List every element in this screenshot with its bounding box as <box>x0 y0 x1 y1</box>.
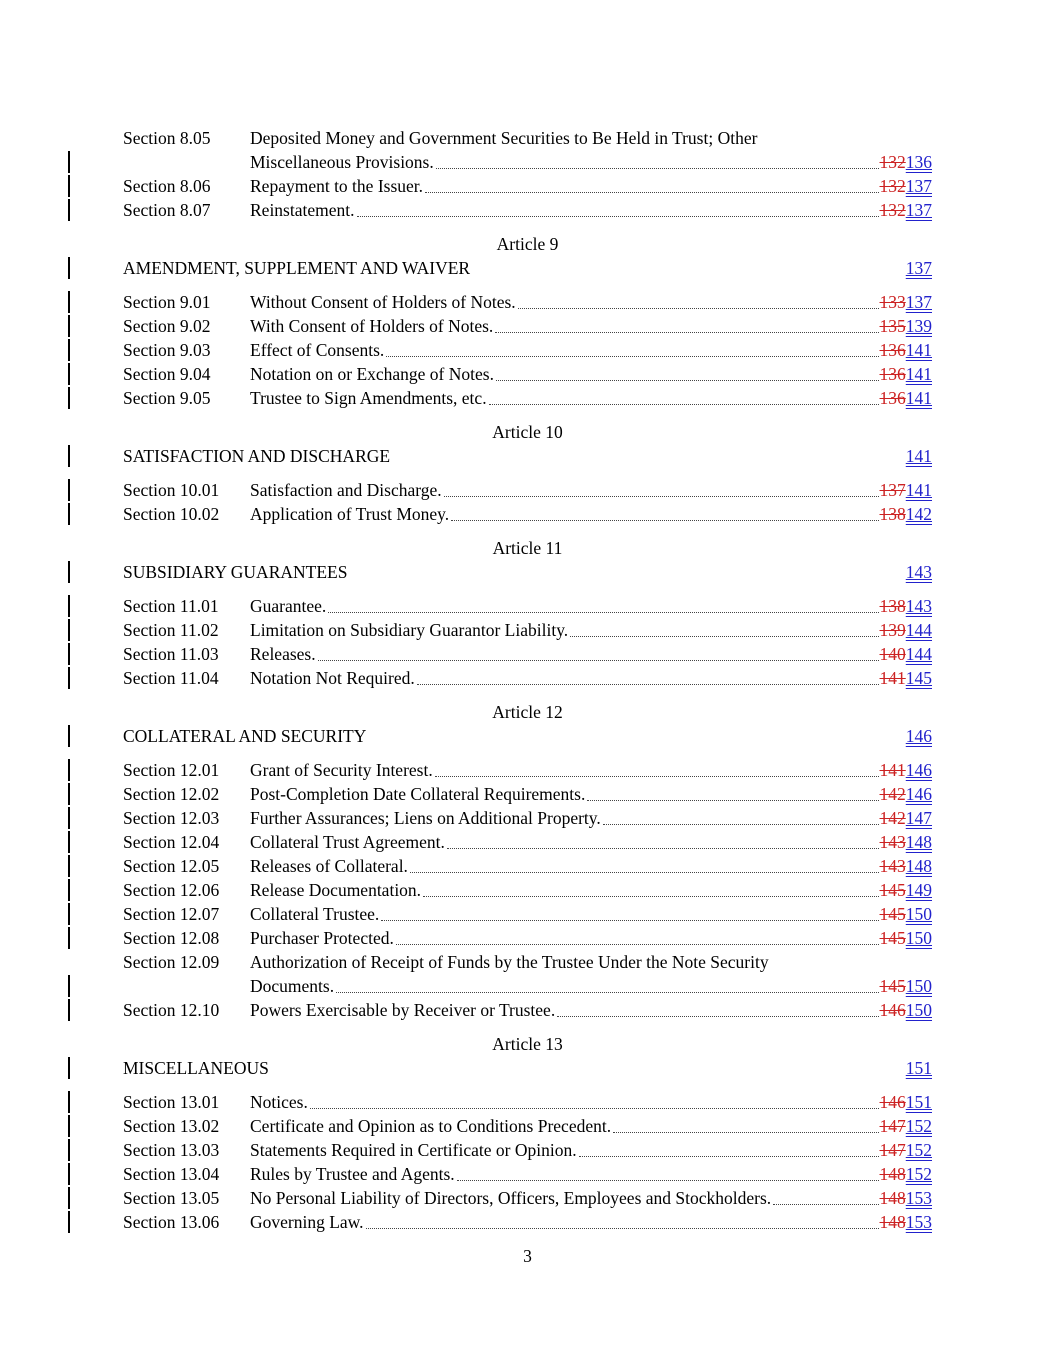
article-heading: SATISFACTION AND DISCHARGE <box>123 446 391 466</box>
section-number-label: Section 9.05 <box>123 388 211 408</box>
toc-entry-line <box>123 1114 932 1138</box>
section-title: Authorization of Receipt of Funds by the Trustee Under the Note Security <box>250 952 769 972</box>
new-page-number: 139 <box>905 316 932 336</box>
dot-leader <box>579 1138 879 1157</box>
toc-entry-line <box>123 1162 932 1186</box>
section-number-label: Section 9.02 <box>123 316 211 336</box>
dot-leader <box>417 666 879 685</box>
old-page-number: 132 <box>879 200 906 220</box>
section-number-label: Section 8.06 <box>123 176 211 196</box>
dot-leader <box>381 902 878 921</box>
article-heading-row <box>123 560 932 584</box>
dot-leader <box>310 1090 879 1109</box>
section-title: Grant of Security Interest. <box>250 760 433 780</box>
toc-entry-line <box>123 926 932 950</box>
heading-spacer <box>269 1056 906 1080</box>
section-title: Without Consent of Holders of Notes. <box>250 292 516 312</box>
new-page-number: 149 <box>905 880 932 900</box>
dot-leader <box>570 618 878 637</box>
section-number-label: Section 12.04 <box>123 832 220 852</box>
article-page-number: 151 <box>905 1058 932 1078</box>
toc-entry-line <box>123 314 932 338</box>
old-page-number: 141 <box>879 760 906 780</box>
article-label: Article 11 <box>492 538 563 558</box>
old-page-number: 142 <box>879 808 906 828</box>
toc-entry-line <box>123 1210 932 1234</box>
new-page-number: 152 <box>905 1164 932 1184</box>
new-page-number: 141 <box>905 388 932 408</box>
section-number-label: Section 13.01 <box>123 1092 220 1112</box>
dot-leader <box>410 854 879 873</box>
section-title: Releases. <box>250 644 316 664</box>
dot-leader <box>386 338 878 357</box>
old-page-number: 136 <box>879 388 906 408</box>
section-number-label: Section 13.04 <box>123 1164 220 1184</box>
article-page-number: 141 <box>905 446 932 466</box>
toc-entry-line <box>123 806 932 830</box>
section-title: Powers Exercisable by Receiver or Trustee. <box>250 1000 556 1020</box>
old-page-number: 140 <box>879 644 906 664</box>
section-title: Collateral Trustee. <box>250 904 380 924</box>
article-heading: SUBSIDIARY GUARANTEES <box>123 562 348 582</box>
new-page-number: 141 <box>905 480 932 500</box>
section-title: Notation Not Required. <box>250 668 415 688</box>
dot-leader <box>396 926 879 945</box>
new-page-number: 150 <box>905 928 932 948</box>
toc-entry-line <box>123 902 932 926</box>
section-title: Certificate and Opinion as to Conditions Precedent. <box>250 1116 612 1136</box>
section-number-label: Section 12.08 <box>123 928 220 948</box>
section-title: Post-Completion Date Collateral Requirements. <box>250 784 586 804</box>
section-number-label: Section 12.06 <box>123 880 220 900</box>
old-page-number: 138 <box>879 596 906 616</box>
section-title: Notices. <box>250 1092 308 1112</box>
new-page-number: 151 <box>905 1092 932 1112</box>
new-page-number: 150 <box>905 976 932 996</box>
section-title: Limitation on Subsidiary Guarantor Liability. <box>250 620 569 640</box>
section-number-label: Section 9.04 <box>123 364 211 384</box>
section-number-label: Section 12.10 <box>123 1000 220 1020</box>
old-page-number: 138 <box>879 504 906 524</box>
old-page-number: 143 <box>879 832 906 852</box>
dot-leader <box>518 290 879 309</box>
old-page-number: 146 <box>879 1092 906 1112</box>
article-label: Article 10 <box>492 422 563 442</box>
dot-leader <box>336 974 878 993</box>
new-page-number: 150 <box>905 1000 932 1020</box>
toc-entry-line <box>123 758 932 782</box>
article-heading-row <box>123 724 932 748</box>
dot-leader <box>451 502 878 521</box>
section-title: Purchaser Protected. <box>250 928 394 948</box>
toc-entry-line <box>123 1090 932 1114</box>
dot-leader <box>496 362 879 381</box>
section-title: Collateral Trust Agreement. <box>250 832 445 852</box>
section-number-label: Section 9.03 <box>123 340 211 360</box>
heading-spacer <box>470 256 906 280</box>
new-page-number: 144 <box>905 644 932 664</box>
section-title: Trustee to Sign Amendments, etc. <box>250 388 487 408</box>
toc-entry-line <box>123 782 932 806</box>
dot-leader <box>425 174 878 193</box>
section-number-label: Section 13.02 <box>123 1116 220 1136</box>
dot-leader <box>557 998 878 1017</box>
section-title: Guarantee. <box>250 596 327 616</box>
section-title: Documents. <box>250 976 335 996</box>
old-page-number: 137 <box>879 480 906 500</box>
new-page-number: 146 <box>905 784 932 804</box>
old-page-number: 147 <box>879 1116 906 1136</box>
section-number-label: Section 12.02 <box>123 784 220 804</box>
old-page-number: 148 <box>879 1164 906 1184</box>
old-page-number: 145 <box>879 976 906 996</box>
old-page-number: 148 <box>879 1212 906 1232</box>
section-title: Releases of Collateral. <box>250 856 408 876</box>
old-page-number: 132 <box>879 176 906 196</box>
article-heading-row <box>123 1056 932 1080</box>
section-number-label: Section 8.07 <box>123 200 211 220</box>
old-page-number: 135 <box>879 316 906 336</box>
new-page-number: 137 <box>905 176 932 196</box>
heading-spacer <box>390 444 906 468</box>
dot-leader <box>587 782 878 801</box>
toc-entry-line <box>123 618 932 642</box>
section-number-label: Section 12.03 <box>123 808 220 828</box>
toc-entry-line <box>123 1186 932 1210</box>
section-title: Repayment to the Issuer. <box>250 176 424 196</box>
new-page-number: 137 <box>905 200 932 220</box>
new-page-number: 145 <box>905 668 932 688</box>
old-page-number: 148 <box>879 1188 906 1208</box>
section-title: Miscellaneous Provisions. <box>250 152 434 172</box>
article-label: Article 9 <box>496 234 559 254</box>
dot-leader <box>328 594 878 613</box>
new-page-number: 153 <box>905 1212 932 1232</box>
new-page-number: 150 <box>905 904 932 924</box>
section-title: Deposited Money and Government Securities to Be Held in Trust; Other <box>250 128 758 148</box>
new-page-number: 147 <box>905 808 932 828</box>
toc-entry-line <box>123 174 932 198</box>
dot-leader <box>773 1186 878 1205</box>
dot-leader <box>318 642 879 661</box>
section-number-label: Section 11.04 <box>123 668 219 688</box>
article-heading-row <box>123 256 932 280</box>
old-page-number: 146 <box>879 1000 906 1020</box>
heading-spacer <box>347 560 905 584</box>
toc-entry-line <box>123 830 932 854</box>
article-heading-row <box>123 444 932 468</box>
toc-entry-line <box>123 198 932 222</box>
section-title: Reinstatement. <box>250 200 355 220</box>
article-label: Article 13 <box>492 1034 563 1054</box>
new-page-number: 144 <box>905 620 932 640</box>
section-number-label: Section 12.05 <box>123 856 220 876</box>
toc-entry-line <box>123 974 932 998</box>
section-number-label: Section 11.02 <box>123 620 219 640</box>
old-page-number: 145 <box>879 928 906 948</box>
new-page-number: 152 <box>905 1140 932 1160</box>
dot-leader <box>423 878 878 897</box>
new-page-number: 141 <box>905 340 932 360</box>
section-number-label: Section 13.05 <box>123 1188 220 1208</box>
dot-leader <box>489 386 879 405</box>
dot-leader <box>436 150 879 169</box>
new-page-number: 143 <box>905 596 932 616</box>
toc-entry-line <box>123 666 932 690</box>
section-title: Statements Required in Certificate or Opinion. <box>250 1140 577 1160</box>
toc-entry-line <box>123 854 932 878</box>
toc-entry-line <box>123 1138 932 1162</box>
article-label: Article 12 <box>492 702 563 722</box>
dot-leader <box>444 478 879 497</box>
new-page-number: 153 <box>905 1188 932 1208</box>
old-page-number: 133 <box>879 292 906 312</box>
toc-entry-line <box>123 950 932 974</box>
section-number-label: Section 10.01 <box>123 480 220 500</box>
old-page-number: 142 <box>879 784 906 804</box>
article-heading: MISCELLANEOUS <box>123 1058 269 1078</box>
article-page-number: 146 <box>905 726 932 746</box>
section-title: No Personal Liability of Directors, Officers, Employees and Stockholders. <box>250 1188 772 1208</box>
new-page-number: 148 <box>905 856 932 876</box>
section-title: Application of Trust Money. <box>250 504 450 524</box>
article-heading: AMENDMENT, SUPPLEMENT AND WAIVER <box>123 258 471 278</box>
section-title: With Consent of Holders of Notes. <box>250 316 494 336</box>
new-page-number: 136 <box>905 152 932 172</box>
section-number-label: Section 11.03 <box>123 644 219 664</box>
section-title: Effect of Consents. <box>250 340 385 360</box>
toc-entry-line <box>123 126 932 150</box>
dot-leader <box>457 1162 879 1181</box>
section-title: Release Documentation. <box>250 880 422 900</box>
dot-leader <box>435 758 879 777</box>
toc-entry-line <box>123 642 932 666</box>
new-page-number: 137 <box>905 292 932 312</box>
toc-entry-line <box>123 594 932 618</box>
section-number-label: Section 12.07 <box>123 904 220 924</box>
section-number-label <box>123 974 250 998</box>
section-title: Satisfaction and Discharge. <box>250 480 442 500</box>
article-heading: COLLATERAL AND SECURITY <box>123 726 367 746</box>
new-page-number: 142 <box>905 504 932 524</box>
dot-leader <box>366 1210 879 1229</box>
old-page-number: 136 <box>879 340 906 360</box>
section-number-label: Section 11.01 <box>123 596 219 616</box>
table-of-contents <box>123 126 932 1234</box>
old-page-number: 145 <box>879 880 906 900</box>
toc-entry-line <box>123 998 932 1022</box>
dot-leader <box>495 314 878 333</box>
toc-entry-line <box>123 386 932 410</box>
old-page-number: 147 <box>879 1140 906 1160</box>
dot-leader <box>447 830 879 849</box>
toc-entry-line <box>123 878 932 902</box>
new-page-number: 141 <box>905 364 932 384</box>
article-page-number: 143 <box>905 562 932 582</box>
dot-leader <box>603 806 879 825</box>
toc-entry-line <box>123 478 932 502</box>
section-title: Further Assurances; Liens on Additional Property. <box>250 808 601 828</box>
section-number-label <box>123 150 250 174</box>
page-number: 3 <box>523 1246 532 1266</box>
section-number-label: Section 12.09 <box>123 952 220 972</box>
section-title: Rules by Trustee and Agents. <box>250 1164 455 1184</box>
dot-leader <box>357 198 879 217</box>
section-number-label: Section 13.06 <box>123 1212 220 1232</box>
new-page-number: 146 <box>905 760 932 780</box>
toc-entry-line <box>123 338 932 362</box>
toc-entry-line <box>123 362 932 386</box>
old-page-number: 136 <box>879 364 906 384</box>
heading-spacer <box>366 724 905 748</box>
section-number-label: Section 13.03 <box>123 1140 220 1160</box>
section-number-label: Section 12.01 <box>123 760 220 780</box>
old-page-number: 141 <box>879 668 906 688</box>
toc-entry-line <box>123 150 932 174</box>
section-number-label: Section 9.01 <box>123 292 211 312</box>
old-page-number: 143 <box>879 856 906 876</box>
new-page-number: 152 <box>905 1116 932 1136</box>
section-title: Governing Law. <box>250 1212 364 1232</box>
article-page-number: 137 <box>905 258 932 278</box>
toc-entry-line <box>123 290 932 314</box>
new-page-number: 148 <box>905 832 932 852</box>
toc-entry-line <box>123 502 932 526</box>
section-title: Notation on or Exchange of Notes. <box>250 364 494 384</box>
old-page-number: 132 <box>879 152 906 172</box>
section-number-label: Section 8.05 <box>123 128 211 148</box>
dot-leader <box>613 1114 878 1133</box>
old-page-number: 139 <box>879 620 906 640</box>
old-page-number: 145 <box>879 904 906 924</box>
section-number-label: Section 10.02 <box>123 504 220 524</box>
